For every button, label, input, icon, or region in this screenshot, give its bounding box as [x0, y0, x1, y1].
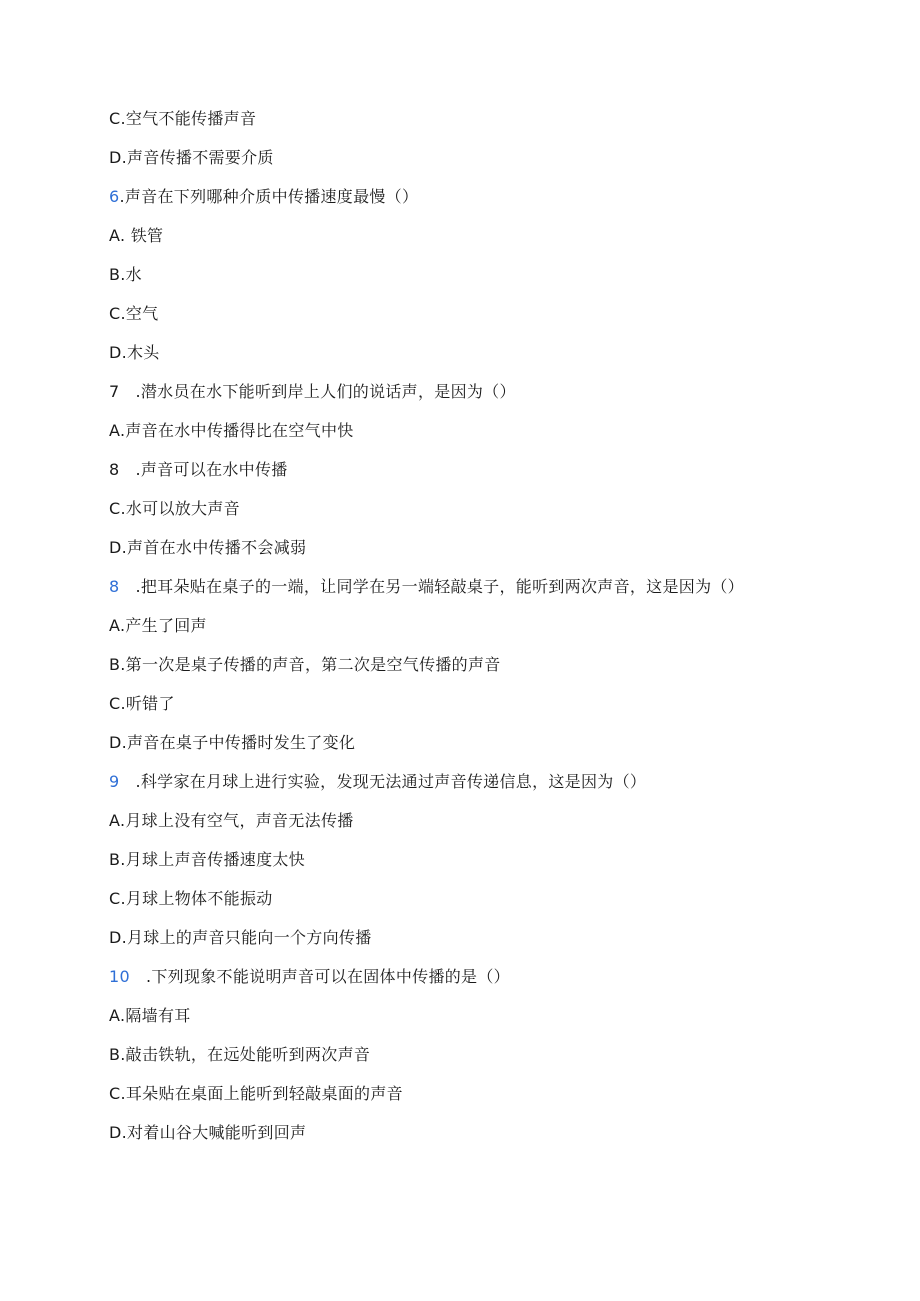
option-text: C.月球上物体不能振动	[109, 889, 273, 908]
option-text: A.产生了回声	[109, 616, 207, 635]
option-text: A.声音在水中传播得比在空气中快	[109, 421, 354, 440]
option-line	[109, 341, 160, 365]
option-line	[109, 653, 501, 677]
option-line	[109, 1004, 191, 1028]
option-line	[109, 1082, 403, 1106]
option-text: B.敲击铁轨，在远处能听到两次声音	[109, 1045, 371, 1064]
option-line	[109, 1121, 306, 1145]
question-line	[109, 575, 744, 599]
option-line	[109, 146, 274, 170]
question-line	[109, 770, 646, 794]
option-line	[109, 1043, 370, 1067]
option-text: .声音可以在水中传播	[135, 460, 288, 479]
question-text: .潜水员在水下能听到岸上人们的说话声，是因为（）	[135, 382, 516, 401]
option-text: C.水可以放大声音	[109, 499, 240, 518]
option-text: A. 铁管	[109, 226, 164, 245]
option-line	[109, 848, 305, 872]
option-line	[109, 692, 175, 716]
option-text: D.声音传播不需要介质	[109, 148, 274, 167]
option-text: D.声音在桌子中传播时发生了变化	[109, 733, 356, 752]
option-line	[109, 926, 372, 950]
question-number: 8	[109, 577, 120, 596]
option-line	[109, 614, 207, 638]
option-text: A.月球上没有空气，声音无法传播	[109, 811, 354, 830]
question-text: .声音在下列哪种介质中传播速度最慢（）	[119, 187, 419, 206]
option-line	[109, 809, 354, 833]
option-line	[109, 497, 240, 521]
question-number: 6	[109, 187, 120, 206]
question-number: 9	[109, 772, 120, 791]
option-text: B.第一次是桌子传播的声音，第二次是空气传播的声音	[109, 655, 501, 674]
option-text: D.对着山谷大喊能听到回声	[109, 1123, 307, 1142]
option-text: D.声首在水中传播不会减弱	[109, 538, 307, 557]
option-text: B.月球上声音传播速度太快	[109, 850, 305, 869]
question-number: 7	[109, 382, 120, 401]
option-text: D.月球上的声音只能向一个方向传播	[109, 928, 372, 947]
option-line	[109, 263, 142, 287]
question-text: .把耳朵贴在桌子的一端，让同学在另一端轻敲桌子，能听到两次声音，这是因为（）	[135, 577, 744, 596]
option-text: C.耳朵贴在桌面上能听到轻敲桌面的声音	[109, 1084, 403, 1103]
option-text: A.隔墙有耳	[109, 1006, 191, 1025]
option-line	[109, 731, 355, 755]
option-line	[109, 887, 273, 911]
question-line	[109, 380, 516, 404]
option-number: 8	[109, 460, 120, 479]
question-line	[109, 185, 418, 209]
option-line	[109, 419, 354, 443]
option-text: C.听错了	[109, 694, 175, 713]
option-text: C.空气	[109, 304, 159, 323]
question-text: .科学家在月球上进行实验，发现无法通过声音传递信息，这是因为（）	[135, 772, 647, 791]
option-line	[109, 536, 306, 560]
option-line	[109, 107, 256, 131]
option-line	[109, 302, 158, 326]
question-number: 10	[109, 967, 130, 986]
question-line	[109, 965, 510, 989]
option-line	[109, 458, 288, 482]
option-line	[109, 224, 163, 248]
question-text: .下列现象不能说明声音可以在固体中传播的是（）	[145, 967, 510, 986]
option-text: B.水	[109, 265, 142, 284]
option-text: C.空气不能传播声音	[109, 109, 257, 128]
option-text: D.木头	[109, 343, 160, 362]
